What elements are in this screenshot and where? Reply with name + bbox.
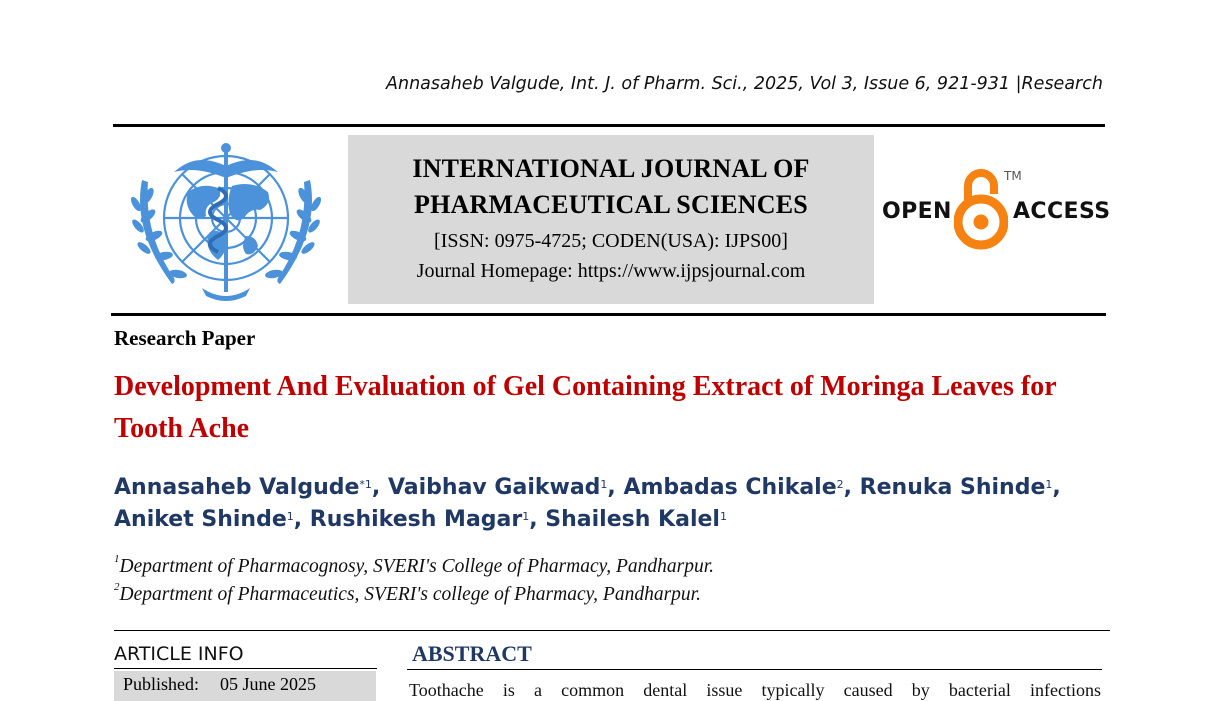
journal-banner [348,135,874,304]
header-top-rule [113,124,1105,127]
author[interactable]: Ambadas Chikale$^2$ [623,475,844,500]
running-head: Annasaheb Valgude, Int. J. of Pharm. Sci., 2025, Vol 3, Issue 6, 921-931 |Research [386,74,1103,94]
author[interactable]: Aniket Shinde$^1$ [114,507,294,532]
article-type: Research Paper [114,326,256,350]
journal-name-line1: INTERNATIONAL JOURNAL OF [412,154,810,183]
published-date: 05 June 2025 [220,674,317,694]
open-access-lock-icon [954,166,1008,252]
un-emblem-logo [128,140,324,306]
section-rule [114,630,1110,631]
header-bottom-rule [111,313,1106,316]
journal-homepage[interactable]: Journal Homepage: https://www.ijpsjournal.com [416,260,806,282]
trademark-mark: TM [1004,169,1022,183]
author[interactable]: Annasaheb Valgude$^{*1}$ [114,475,372,500]
author[interactable]: Rushikesh Magar$^1$ [309,507,530,532]
affiliation: $^1$Department of Pharmacognosy, SVERI's College of Pharmacy, Pandharpur. [114,553,715,577]
open-access-right-text: ACCESS [1013,199,1111,224]
journal-name-line2: PHARMACEUTICAL SCIENCES [414,190,808,219]
abstract-heading: ABSTRACT [412,641,532,666]
author-list: Annasaheb Valgude$^{*1}$, Vaibhav Gaikwad$^1$, Ambadas Chikale$^2$, Renuka Shinde$^1$, Aniket Shinde$^1$, Rushikesh Magar$^1$, Shailesh Kalel$^1$ [114,475,1061,532]
article-info-heading: ARTICLE INFO [114,643,244,665]
abstract-rule [407,669,1102,670]
author[interactable]: Renuka Shinde$^1$ [859,475,1053,500]
published-date-box [114,671,376,701]
open-access-left-text: OPEN [882,199,952,224]
affiliation: $^2$Department of Pharmaceutics, SVERI's college of Pharmacy, Pandharpur. [114,581,701,605]
author[interactable]: Shailesh Kalel$^1$ [545,507,727,532]
open-access-logo [880,166,1110,254]
article-title: Development And Evaluation of Gel Containing Extract of Moringa Leaves for Tooth Ache [114,371,1057,444]
journal-issn: [ISSN: 0975-4725; CODEN(USA): IJPS00] [434,230,788,252]
abstract-text: Toothache is a common dental issue typically caused by bacterial infections [409,680,1101,700]
article-info-rule [114,668,377,669]
published-label: Published: [123,674,200,694]
author[interactable]: Vaibhav Gaikwad$^1$ [387,475,608,500]
